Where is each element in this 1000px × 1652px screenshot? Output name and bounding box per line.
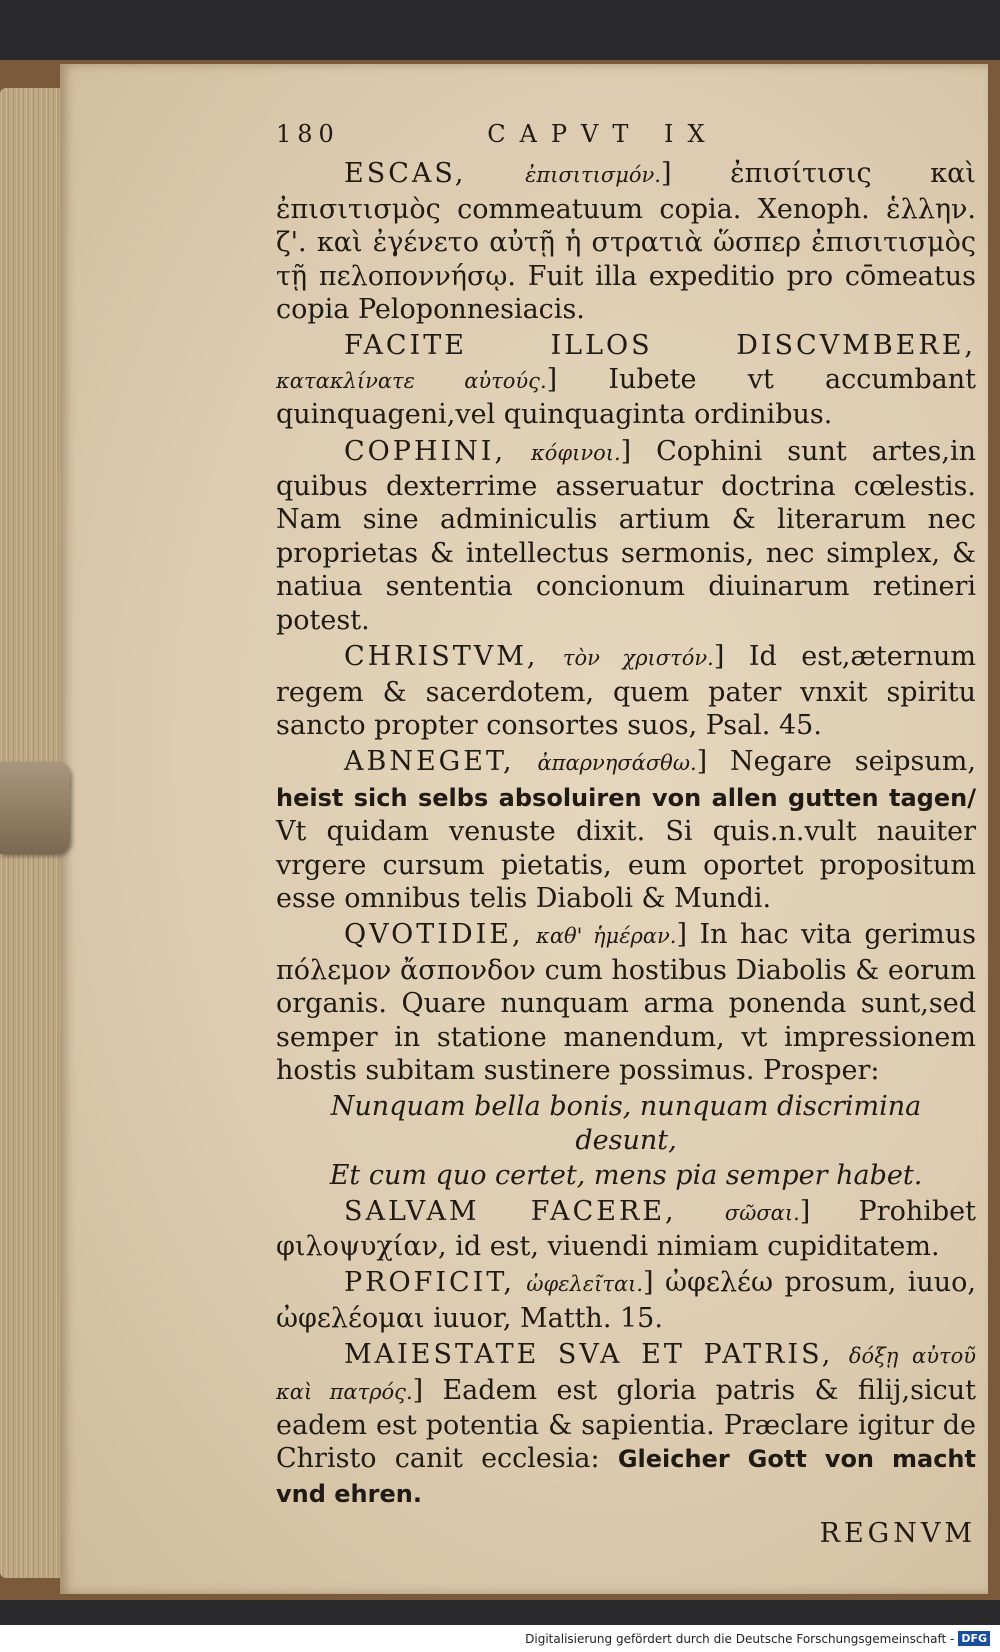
dfg-logo: DFG <box>958 1631 990 1646</box>
fraktur-text: Gleicher Gott von macht vnd ehren. <box>276 1445 976 1508</box>
entry-text: ] Id est,æternum regem & sacerdotem, quem pater vnxit spiritu sancto propter consortes suos, Psal. 45. <box>276 641 976 741</box>
entry-text: ] Iubete vt accumbant quinquageni,vel quinquaginta ordinibus. <box>276 363 976 431</box>
entry-proficit <box>276 1266 976 1335</box>
entry-facite <box>276 329 976 431</box>
greek-term: ὠφελεῖται. <box>526 1272 644 1297</box>
page-text <box>276 118 976 1551</box>
entry-escas <box>276 157 976 326</box>
bookmark-ribbon <box>0 762 70 854</box>
page-number: 180 <box>276 120 340 148</box>
footer-text: Digitalisierung gefördert durch die Deutsche Forschungsgemeinschaft - <box>525 1631 955 1646</box>
verse-line-1: Nunquam bella bonis, nunquam discrimina desunt, <box>330 1091 922 1156</box>
greek-term: κόφινοι. <box>530 440 621 465</box>
greek-term: σῶσαι. <box>724 1200 800 1225</box>
greek-term: ἀπαρνησάσθω. <box>537 751 697 776</box>
entry-text: ] Prohibet φιλοψυχίαν, id est, viuendi nimiam cupiditatem. <box>276 1195 976 1262</box>
lemma: ESCAS, <box>344 158 467 190</box>
entry-salvam <box>276 1195 976 1264</box>
greek-term: τὸν χριστόν. <box>562 646 714 671</box>
greek-term: δόξῃ αὐτοῦ καὶ πατρός. <box>276 1344 977 1404</box>
lemma: ABNEGET, <box>344 746 515 778</box>
lemma: MAIESTATE SVA ET PATRIS, <box>344 1339 834 1371</box>
entry-text: ] ὠφελέω prosum, iuuo, ὠφελέομαι iuuor, Matth. 15. <box>276 1267 977 1334</box>
footer-bar <box>0 1625 1000 1652</box>
entry-cophini <box>276 435 976 637</box>
entry-christvm <box>276 640 976 742</box>
entry-text: ] In hac vita gerimus πόλεμον ἄσπονδον cum hostibus Diabolis & eorum organis. Quare nunquam arma ponenda sunt,sed semper in statione manendum, vt impressionem hostis subitam sustinere possimus. Prosper: <box>276 919 976 1086</box>
entry-text-continued: Vt quidam venuste dixit. Si quis.n.vult nauiter vrgere cursum pietatis, eum oportet propositum esse omnibus telis Diaboli & Mundi. <box>276 816 976 914</box>
greek-term: καθ' ἡμέραν. <box>536 924 677 949</box>
entry-text: ] ἐπισίτισις καὶ ἐπισιτισμὸς commeatuum copia. Xenoph. ἑλλην. ζ'. καὶ ἐγένετο αὐτῇ ἡ στρατιὰ ὥσπερ ἐπισιτισμὸς τῇ πελοποννήσῳ. Fuit illa expeditio pro cōmeatus copia Peloponnesiacis. <box>276 158 976 326</box>
lemma: COPHINI, <box>344 435 507 467</box>
lemma: PROFICIT, <box>344 1267 515 1299</box>
catchword: REGNVM <box>819 1518 976 1550</box>
greek-term: ἐπισιτισμόν. <box>525 163 661 188</box>
entry-text: ] Negare seipsum, <box>696 746 976 778</box>
page-header <box>276 118 976 151</box>
entry-text: ] Cophini sunt artes,in quibus dexterrime asseruatur doctrina cœlestis. Nam sine adminiculis artium & literarum nec proprietas & intellectus sermonis, nec simplex, & natiua sententia concionum diuinarum retineri potest. <box>276 435 976 636</box>
entry-abneget <box>276 745 976 915</box>
verse-line-2: Et cum quo certet, mens pia semper habet. <box>329 1160 923 1192</box>
entry-text: ] Eadem est gloria patris & filij,sicut eadem est potentia & sapientia. Præclare igitur de Christo canit ecclesia: <box>276 1374 976 1475</box>
lemma: FACITE ILLOS DISCVMBERE, <box>344 330 976 362</box>
fraktur-text: heist sich selbs absoluiren von allen gutten tagen/ <box>276 783 976 812</box>
lemma: SALVAM FACERE, <box>344 1195 677 1227</box>
greek-term: κατακλίνατε αὐτούς. <box>276 368 547 393</box>
lemma: QVOTIDIE, <box>344 919 524 951</box>
entry-maiestate <box>276 1338 976 1511</box>
lemma: CHRISTVM, <box>344 641 539 673</box>
entry-quotidie <box>276 918 976 1087</box>
running-head: CAPVT IX <box>487 120 719 148</box>
